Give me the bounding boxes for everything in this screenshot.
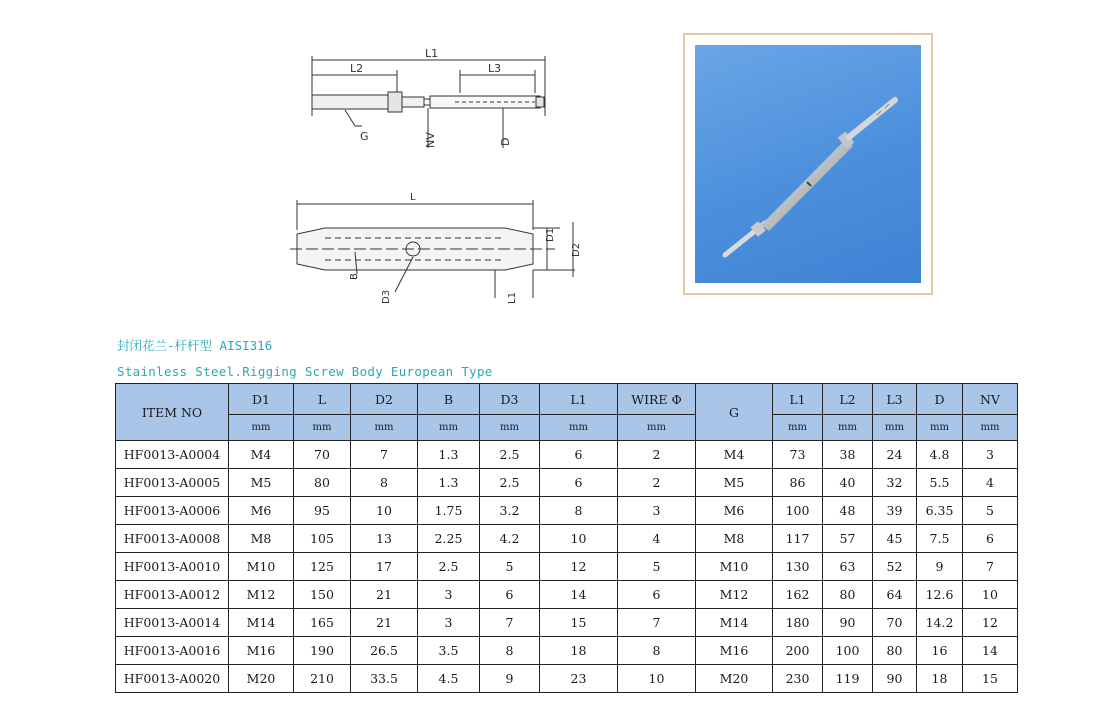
table-row [116,665,1018,693]
table-row [116,609,1018,637]
table-cell: 6 [618,581,696,609]
table-cell: 100 [773,497,823,525]
table-cell: 2.25 [418,525,480,553]
dim-label-l2: L2 [350,62,364,75]
item-number-cell: HF0013-A0008 [116,525,229,553]
dim-label-l1: L1 [507,292,518,304]
table-cell: 14.2 [917,609,963,637]
photo-background [695,45,921,283]
table-cell: 3.5 [418,637,480,665]
spec-table [115,383,1018,693]
item-number-cell: HF0013-A0014 [116,609,229,637]
table-cell: 230 [773,665,823,693]
table-cell: 80 [823,581,873,609]
header-l2: L2 [823,384,873,415]
table-cell: 23 [540,665,618,693]
unit-cell: mm [351,415,418,441]
table-cell: 8 [480,637,540,665]
table-cell: 21 [351,581,418,609]
table-cell: 190 [294,637,351,665]
table-row [116,637,1018,665]
table-row [116,497,1018,525]
item-number-cell: HF0013-A0005 [116,469,229,497]
unit-cell: mm [963,415,1018,441]
table-cell: M4 [696,441,773,469]
table-cell: 105 [294,525,351,553]
header-item-no: ITEM NO [116,384,229,441]
header-d3: D3 [480,384,540,415]
table-cell: 125 [294,553,351,581]
table-cell: 3 [618,497,696,525]
table-cell: 2.5 [480,469,540,497]
table-cell: 48 [823,497,873,525]
table-cell: 12 [540,553,618,581]
table-cell: 15 [963,665,1018,693]
item-number-cell: HF0013-A0010 [116,553,229,581]
table-cell: 4 [963,469,1018,497]
table-cell: 32 [873,469,917,497]
table-cell: 4.8 [917,441,963,469]
english-title: Stainless Steel.Rigging Screw Body European Type [117,364,493,379]
table-cell: M20 [696,665,773,693]
table-cell: 180 [773,609,823,637]
table-cell: 8 [351,469,418,497]
table-cell: M5 [229,469,294,497]
table-cell: 33.5 [351,665,418,693]
table-cell: M16 [696,637,773,665]
table-cell: M14 [229,609,294,637]
table-cell: 70 [294,441,351,469]
table-cell: 5 [618,553,696,581]
table-cell: M20 [229,665,294,693]
table-cell: 38 [823,441,873,469]
table-cell: 3 [418,581,480,609]
unit-cell: mm [618,415,696,441]
table-cell: 7 [351,441,418,469]
table-cell: 90 [873,665,917,693]
unit-cell: mm [480,415,540,441]
table-cell: 39 [873,497,917,525]
table-cell: 24 [873,441,917,469]
unit-cell: mm [418,415,480,441]
spec-table-body [116,441,1018,693]
unit-cell: mm [540,415,618,441]
table-cell: 130 [773,553,823,581]
table-cell: 73 [773,441,823,469]
table-cell: M10 [229,553,294,581]
header-d1: D1 [229,384,294,415]
dim-label-l1: L1 [425,48,439,60]
header-l3: L3 [873,384,917,415]
unit-cell: mm [229,415,294,441]
table-cell: 70 [873,609,917,637]
table-cell: 6.35 [917,497,963,525]
table-cell: 80 [294,469,351,497]
table-cell: 12.6 [917,581,963,609]
table-cell: 26.5 [351,637,418,665]
table-cell: 14 [963,637,1018,665]
table-cell: 2 [618,469,696,497]
table-cell: 2 [618,441,696,469]
table-row [116,581,1018,609]
table-cell: 57 [823,525,873,553]
table-cell: 18 [917,665,963,693]
dim-label-d3: D3 [381,289,392,304]
table-cell: M8 [696,525,773,553]
dim-label-b: B [349,273,360,280]
unit-cell: mm [294,415,351,441]
table-cell: 7 [618,609,696,637]
table-cell: 4.5 [418,665,480,693]
table-cell: 3 [963,441,1018,469]
table-cell: 117 [773,525,823,553]
table-cell: M4 [229,441,294,469]
dim-label-d2: D2 [571,242,582,257]
dim-label-g: G [360,130,369,143]
body-drawing [285,182,585,322]
header-l1: L1 [540,384,618,415]
table-cell: M16 [229,637,294,665]
header-b: B [418,384,480,415]
table-cell: 6 [540,469,618,497]
item-number-cell: HF0013-A0020 [116,665,229,693]
table-cell: 3 [418,609,480,637]
table-cell: 4 [618,525,696,553]
unit-cell: mm [917,415,963,441]
item-number-cell: HF0013-A0004 [116,441,229,469]
table-cell: M12 [229,581,294,609]
table-cell: 40 [823,469,873,497]
table-cell: 10 [351,497,418,525]
table-cell: 210 [294,665,351,693]
table-cell: 21 [351,609,418,637]
table-cell: 15 [540,609,618,637]
table-cell: 7.5 [917,525,963,553]
header-l: L [294,384,351,415]
table-row [116,553,1018,581]
table-cell: 119 [823,665,873,693]
item-number-cell: HF0013-A0012 [116,581,229,609]
table-cell: M12 [696,581,773,609]
table-cell: 165 [294,609,351,637]
table-cell: 18 [540,637,618,665]
table-cell: 10 [963,581,1018,609]
table-cell: 10 [540,525,618,553]
item-number-cell: HF0013-A0006 [116,497,229,525]
unit-cell: mm [823,415,873,441]
table-cell: 8 [540,497,618,525]
table-cell: 12 [963,609,1018,637]
table-cell: M14 [696,609,773,637]
item-number-cell: HF0013-A0016 [116,637,229,665]
table-cell: 2.5 [480,441,540,469]
table-cell: 100 [823,637,873,665]
table-cell: 200 [773,637,823,665]
chinese-title: 封闭花兰-杆杆型 AISI316 [117,338,273,353]
table-cell: M6 [229,497,294,525]
table-cell: 6 [963,525,1018,553]
table-row [116,525,1018,553]
table-cell: 45 [873,525,917,553]
table-cell: 150 [294,581,351,609]
table-cell: 9 [917,553,963,581]
table-cell: 5 [480,553,540,581]
dim-label-nv: NV [424,132,437,148]
product-photo [683,33,933,295]
dim-label-d: D [499,137,512,146]
table-cell: 7 [963,553,1018,581]
rigging-screw-image [695,45,925,287]
table-cell: 5 [963,497,1018,525]
table-row [116,469,1018,497]
table-cell: 3.2 [480,497,540,525]
table-cell: 17 [351,553,418,581]
header-d: D [917,384,963,415]
table-cell: 5.5 [917,469,963,497]
unit-cell: mm [773,415,823,441]
table-cell: 4.2 [480,525,540,553]
table-cell: 90 [823,609,873,637]
table-cell: 63 [823,553,873,581]
table-cell: M6 [696,497,773,525]
table-cell: M5 [696,469,773,497]
dim-label-d1: D1 [545,227,556,242]
table-cell: M10 [696,553,773,581]
table-cell: 8 [618,637,696,665]
header-l1-right: L1 [773,384,823,415]
header-wire: WIRE Φ [618,384,696,415]
table-cell: 1.3 [418,441,480,469]
table-cell: 16 [917,637,963,665]
terminal-drawing [300,48,550,153]
table-cell: 80 [873,637,917,665]
table-cell: 6 [540,441,618,469]
table-cell: 95 [294,497,351,525]
table-cell: 6 [480,581,540,609]
table-cell: 1.3 [418,469,480,497]
table-cell: 10 [618,665,696,693]
header-nv: NV [963,384,1018,415]
table-row [116,441,1018,469]
table-cell: 2.5 [418,553,480,581]
header-g: G [696,384,773,441]
table-cell: 9 [480,665,540,693]
table-cell: 52 [873,553,917,581]
unit-cell: mm [873,415,917,441]
table-cell: 1.75 [418,497,480,525]
dim-label-l3: L3 [488,62,502,75]
table-cell: 13 [351,525,418,553]
dim-label-l: L [410,192,416,203]
table-cell: 162 [773,581,823,609]
header-d2: D2 [351,384,418,415]
table-cell: 86 [773,469,823,497]
table-cell: 7 [480,609,540,637]
table-cell: 64 [873,581,917,609]
table-cell: 14 [540,581,618,609]
table-cell: M8 [229,525,294,553]
